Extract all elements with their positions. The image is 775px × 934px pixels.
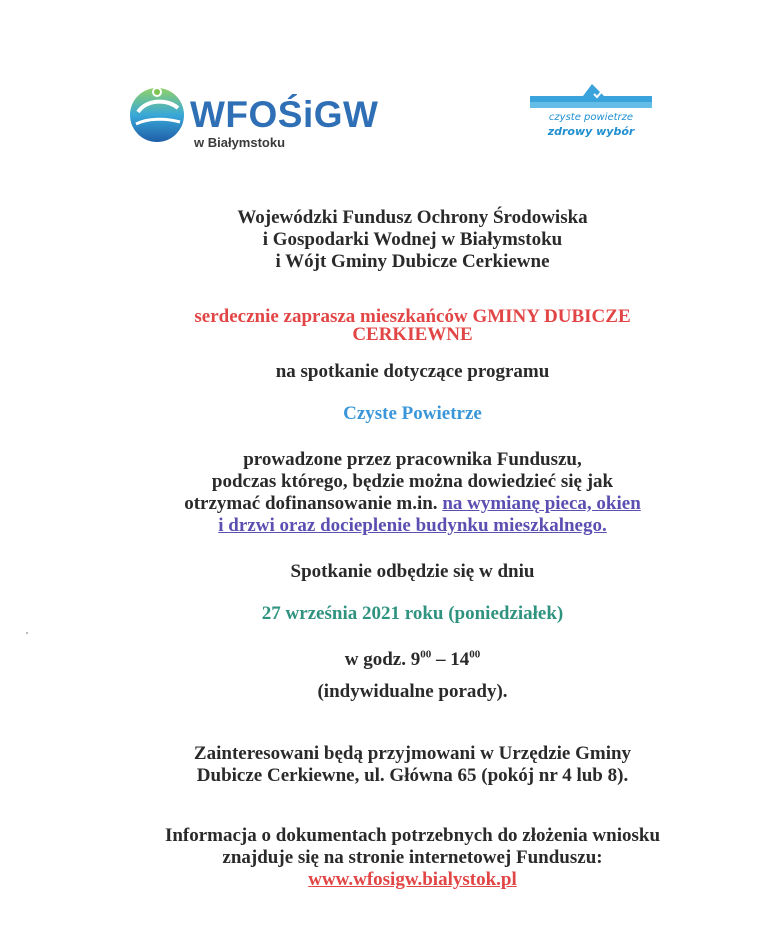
meeting-hours [100, 649, 725, 671]
logo-line-1: czyste powietrze [548, 112, 634, 123]
funding-scope-link-1[interactable]: na wymianę pieca, okien [442, 493, 641, 514]
funding-scope-link-2[interactable]: i drzwi oraz docieplenie budynku mieszkalnego. [218, 515, 607, 536]
hours-prefix: w godz. [344, 649, 411, 670]
advice-note: (indywidualne porady). [317, 681, 508, 702]
house-roof-icon [528, 80, 654, 114]
logo-line-2: zdrowy wybór [547, 125, 635, 138]
czyste-powietrze-logo [528, 80, 654, 160]
wfosigw-logo [126, 82, 386, 154]
invite-line-1: serdecznie zaprasza mieszkańców GMINY DUBICZE [194, 306, 631, 327]
hours-end-minutes: 00 [469, 648, 481, 661]
location-line-2: Dubicze Cerkiewne, ul. Główna 65 (pokój nr 4 lub 8). [196, 765, 629, 786]
organizer-line-1: Wojewódzki Fundusz Ochrony Środowiska [237, 207, 588, 228]
hours-start: 9 [410, 649, 421, 670]
program-name: Czyste Powietrze [343, 403, 482, 424]
description-line-3-text: otrzymać dofinansowanie m.in. [184, 493, 443, 514]
description-line-2: podczas którego, będzie można dowiedzieć się jak [211, 471, 614, 492]
globe-icon [126, 82, 188, 144]
hours-start-minutes: 00 [420, 648, 432, 661]
fund-website-link[interactable]: www.wfosigw.bialystok.pl [308, 869, 517, 890]
info-url-row [100, 869, 725, 891]
logo-brand-text: WFOŚiGW [190, 94, 379, 135]
meeting-day-label: Spotkanie odbędzie się w dniu [290, 561, 535, 582]
info-line-1: Informacja o dokumentach potrzebnych do złożenia wniosku [164, 825, 661, 846]
info-line-2: znajduje się na stronie internetowej Funduszu: [222, 847, 603, 868]
meeting-date: 27 września 2021 roku (poniedziałek) [261, 603, 564, 624]
description-line-3 [100, 493, 725, 515]
meeting-intro: na spotkanie dotyczące programu [275, 361, 550, 382]
invite-line-2: CERKIEWNE [352, 324, 473, 345]
organizer-line-3: i Wójt Gminy Dubicze Cerkiewne [275, 251, 550, 272]
flyer-body [100, 200, 725, 891]
hours-end: 14 [450, 649, 470, 670]
description-line-1: prowadzone przez pracownika Funduszu, [243, 449, 582, 470]
location-line-1: Zainteresowani będą przyjmowani w Urzędzie Gminy [193, 743, 632, 764]
organizer-line-2: i Gospodarki Wodnej w Białymstoku [262, 229, 563, 250]
description-line-4 [100, 515, 725, 537]
scan-speck [26, 632, 28, 634]
hours-separator: – [431, 649, 451, 670]
logo-subtitle: w Białymstoku [194, 135, 286, 150]
